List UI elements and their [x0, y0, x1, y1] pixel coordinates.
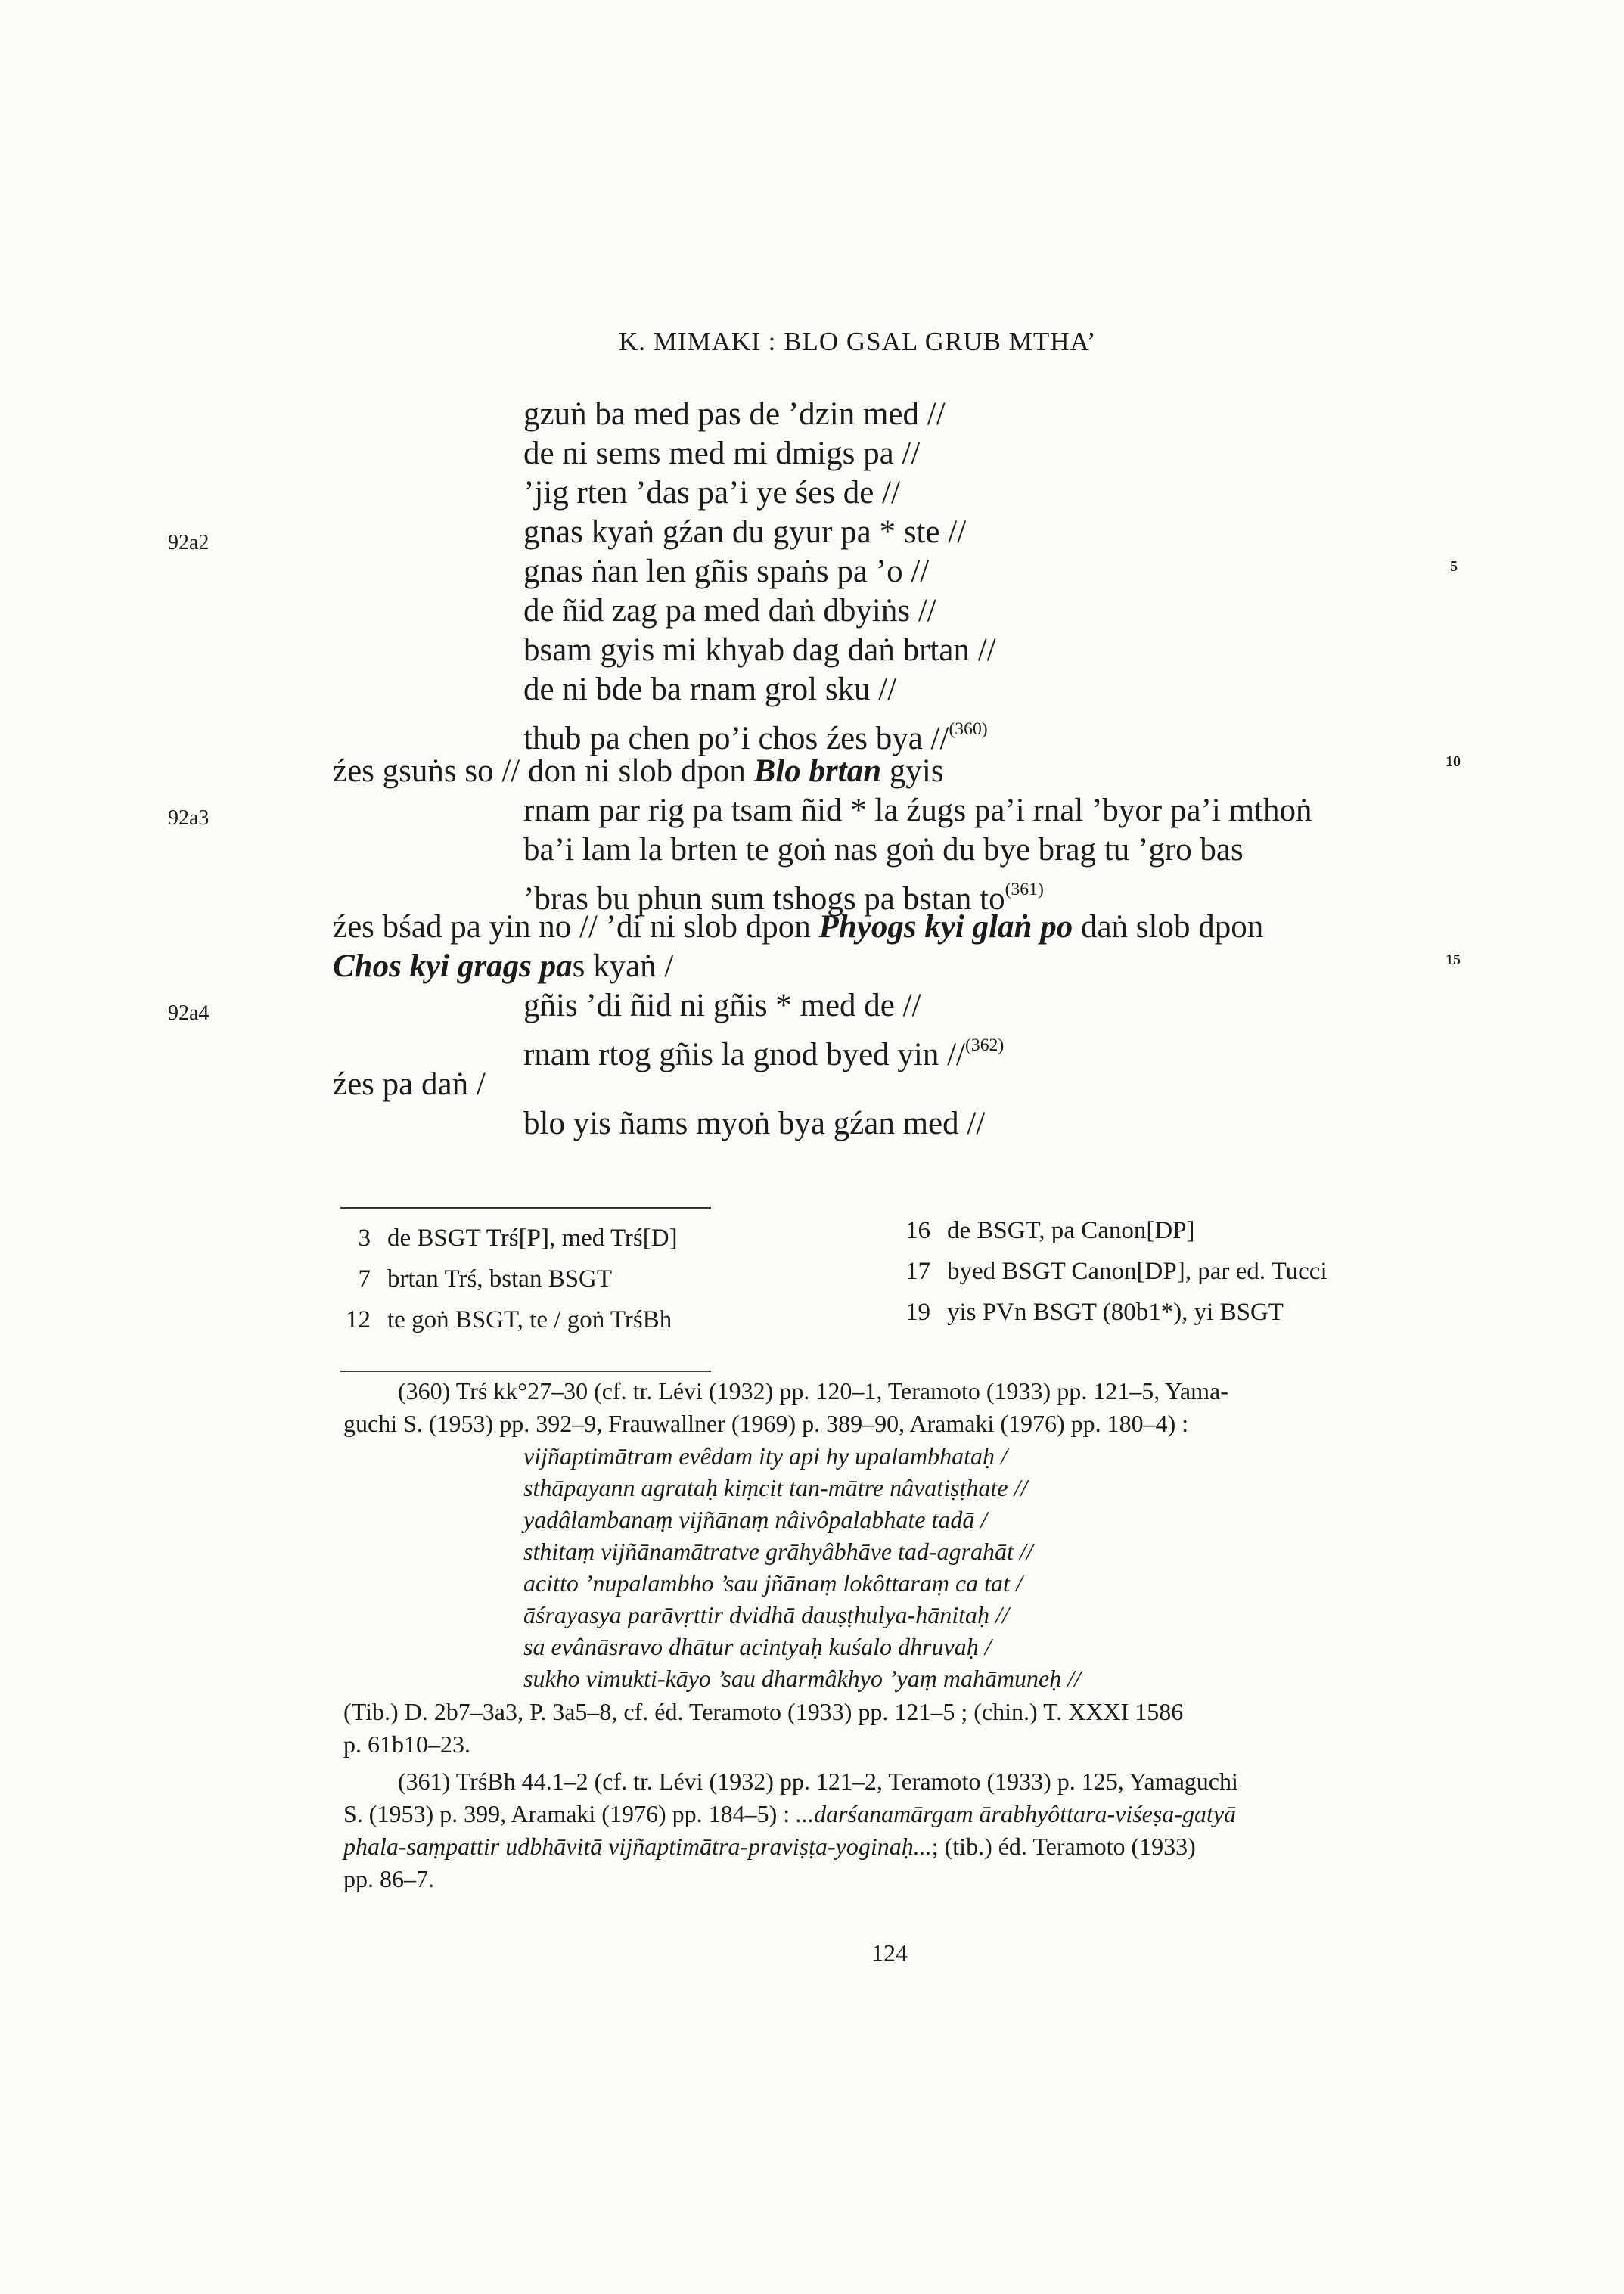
sanskrit-line: sukho vimukti-kāyo ’sau dharmâkhyo ’yaṃ mahāmuneḥ //	[523, 1665, 1082, 1692]
sanskrit-line: sthāpayann agrataḥ kiṃcit tan-mātre nâvatiṣṭhate //	[523, 1474, 1028, 1501]
sanskrit-line: sthitaṃ vijñānamātratve grāhyâbhāve tad-agrahāt //	[523, 1538, 1033, 1565]
apparatus-entry	[333, 1218, 678, 1259]
verse-line: gnas ṅan len gñis spaṅs pa ’o //	[523, 554, 930, 589]
sanskrit-line: sa evânāsravo dhātur acintyaḥ kuśalo dhruvaḥ /	[523, 1633, 992, 1660]
running-header: K. MIMAKI : BLO GSAL GRUB MTHA’	[619, 327, 1097, 356]
apparatus-left	[333, 1218, 678, 1340]
sanskrit-line: āśrayasya parāvṛttir dvidhā dauṣṭhulya-hānitaḥ //	[523, 1601, 1009, 1628]
sanskrit-verses	[523, 1440, 1081, 1694]
footnote-line: (361) TrśBh 44.1–2 (cf. tr. Lévi (1932) pp. 121–2, Teramoto (1933) p. 125, Yamaguchi	[398, 1768, 1238, 1795]
footnote-ref-362[interactable]: (362)	[965, 1035, 1005, 1055]
footnote-360	[343, 1375, 1228, 1440]
footnote-line: (360) Trś kk°27–30 (cf. tr. Lévi (1932) pp. 120–1, Teramoto (1933) pp. 121–5, Yama-	[398, 1377, 1228, 1405]
verse-line: de ni bde ba rnam grol sku //	[523, 672, 897, 707]
apparatus-right	[893, 1210, 1327, 1333]
apparatus-text: de BSGT Trś[P], med Trś[D]	[387, 1225, 678, 1252]
apparatus-entry	[893, 1292, 1327, 1333]
apparatus-line-no: 17	[905, 1258, 930, 1285]
footnote-line: ; (tib.) éd. Teramoto (1933)	[931, 1833, 1196, 1860]
footnote-line: pp. 86–7.	[343, 1865, 434, 1892]
verse-line: de ñid zag pa med daṅ dbyiṅs //	[523, 593, 936, 629]
apparatus-entry	[333, 1299, 678, 1340]
line-number: 5	[1450, 558, 1458, 575]
sanskrit-line: acitto ’nupalambho ’sau jñānaṃ lokôttaraṃ ca tat /	[523, 1569, 1023, 1597]
apparatus-text: brtan Trś, bstan BSGT	[387, 1265, 613, 1293]
apparatus-divider	[340, 1207, 711, 1209]
author-name: Phyogs kyi glaṅ po	[818, 909, 1073, 945]
apparatus-line-no: 16	[905, 1217, 930, 1244]
footnote-ref-360[interactable]: (360)	[949, 719, 988, 739]
apparatus-line-no: 7	[358, 1265, 371, 1293]
sanskrit-quote: ...darśanamārgam ārabhyôttara-viśeṣa-gatyā	[796, 1800, 1237, 1827]
footnote-ref-361[interactable]: (361)	[1005, 880, 1044, 899]
footnote-line: p. 61b10–23.	[343, 1731, 470, 1758]
line-number: 10	[1445, 753, 1461, 770]
apparatus-text: te goṅ BSGT, te / goṅ TrśBh	[387, 1306, 672, 1333]
prose-line-3	[333, 947, 673, 986]
prose-text: daṅ slob dpon	[1073, 909, 1264, 945]
apparatus-line-no: 12	[346, 1306, 371, 1333]
prose-line-2	[333, 908, 1263, 947]
verse-line: gnas kyaṅ gźan du gyur pa * ste //	[523, 514, 967, 550]
author-name: Chos kyi grags pa	[333, 948, 573, 984]
folio-ref: 92a4	[168, 1001, 210, 1025]
sanskrit-line: yadâlambanaṃ vijñānaṃ nâivôpalabhate tadā /	[523, 1506, 988, 1533]
prose-line-1	[333, 752, 944, 791]
prose-text: źes bśad pa yin no // ’di ni slob dpon	[333, 909, 819, 945]
apparatus-line-no: 3	[358, 1225, 371, 1252]
verse-block-1	[523, 395, 996, 759]
folio-ref: 92a3	[168, 806, 210, 830]
footnote-line: guchi S. (1953) pp. 392–9, Frauwallner (1969) p. 389–90, Aramaki (1976) pp. 180–4) :	[343, 1410, 1189, 1437]
prose-line: ba’i lam la brten te goṅ nas goṅ du bye brag tu ’gro bas	[523, 832, 1244, 868]
footnote-line: S. (1953) p. 399, Aramaki (1976) pp. 184–5) :	[343, 1800, 796, 1827]
footnote-360-tib	[343, 1696, 1183, 1761]
verse-line: thub pa chen po’i chos źes bya //	[523, 720, 949, 756]
author-name: Blo brtan	[753, 753, 882, 789]
apparatus-text: yis PVn BSGT (80b1*), yi BSGT	[947, 1299, 1284, 1326]
apparatus-entry	[893, 1210, 1327, 1251]
verse-line: de ni sems med mi dmigs pa //	[523, 436, 921, 471]
verse-line-final: blo yis ñams myoṅ bya gźan med //	[523, 1106, 986, 1141]
sanskrit-line: vijñaptimātram evêdam ity api hy upalambhataḥ /	[523, 1442, 1008, 1470]
sanskrit-quote: phala-saṃpattir udbhāvitā vijñaptimātra-praviṣṭa-yoginaḥ...	[343, 1833, 932, 1860]
apparatus-text: byed BSGT Canon[DP], par ed. Tucci	[947, 1258, 1327, 1285]
apparatus-entry	[893, 1251, 1327, 1292]
prose-line: rnam par rig pa tsam ñid * la źugs pa’i rnal ’byor pa’i mthoṅ	[523, 793, 1312, 828]
verse-line: rnam rtog gñis la gnod byed yin //	[523, 1036, 966, 1072]
prose-block-1-cont	[523, 791, 1312, 919]
verse-line: bsam gyis mi khyab dag daṅ brtan //	[523, 632, 996, 668]
footnote-361	[343, 1765, 1238, 1895]
verse-line: gzuṅ ba med pas de ’dzin med //	[523, 396, 946, 432]
apparatus-line-no: 19	[905, 1299, 930, 1326]
verse-line: ’jig rten ’das pa’i ye śes de //	[523, 475, 900, 511]
page-number: 124	[871, 1939, 908, 1967]
footnote-divider	[340, 1371, 711, 1372]
prose-text: gyis	[881, 753, 944, 789]
apparatus-text: de BSGT, pa Canon[DP]	[947, 1217, 1195, 1244]
apparatus-entry	[333, 1259, 678, 1299]
line-number: 15	[1445, 951, 1461, 968]
prose-text: źes gsuṅs so // don ni slob dpon	[333, 753, 754, 789]
verse-line: gñis ’di ñid ni gñis * med de //	[523, 988, 921, 1023]
prose-line-4: źes pa daṅ /	[333, 1066, 486, 1102]
footnote-line: (Tib.) D. 2b7–3a3, P. 3a5–8, cf. éd. Teramoto (1933) pp. 121–5 ; (chin.) T. XXXI 1586	[343, 1698, 1184, 1725]
folio-ref: 92a2	[168, 531, 210, 554]
verse-block-2	[523, 986, 1004, 1075]
prose-line: ’bras bu phun sum tshogs pa bstan to	[523, 880, 1005, 917]
prose-text: s kyaṅ /	[572, 948, 674, 984]
